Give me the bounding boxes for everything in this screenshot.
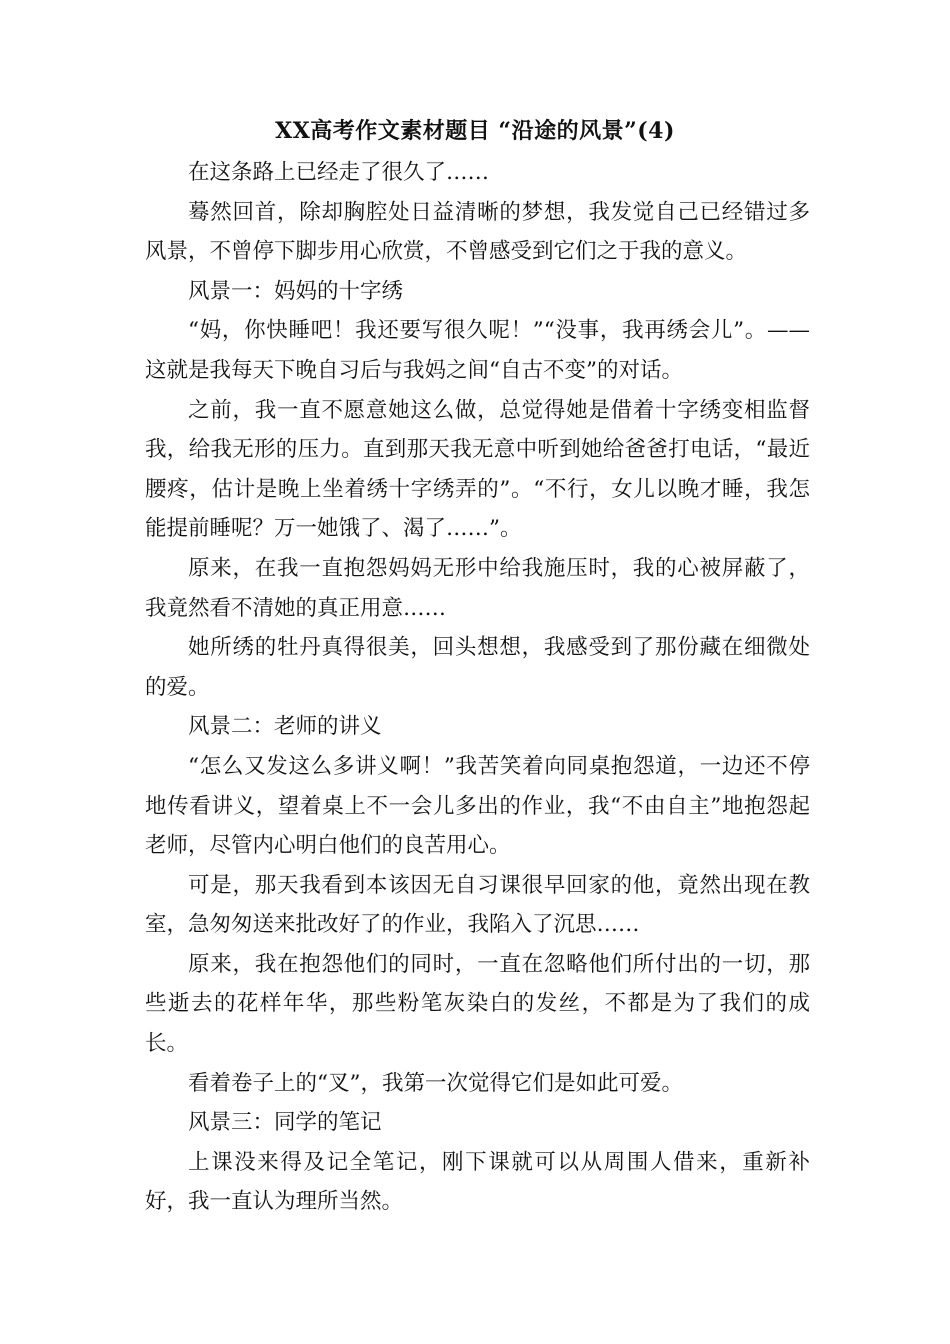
document-body bbox=[145, 153, 810, 1222]
paragraph: “怎么又发这么多讲义啊！”我苦笑着向同桌抱怨道，一边还不停地传看讲义，望着桌上不一会儿多出的作业，我“不由自主”地抱怨起老师，尽管内心明白他们的良苦用心。 bbox=[145, 753, 810, 859]
paragraph: 原来，在我一直抱怨妈妈无形中给我施压时，我的心被屏蔽了，我竟然看不清她的真正用意…… bbox=[145, 555, 810, 621]
section-heading: 风景一：妈妈的十字绣 bbox=[188, 278, 404, 304]
paragraph: 原来，我在抱怨他们的同时，一直在忽略他们所付出的一切，那些逝去的花样年华，那些粉笔灰染白的发丝，不都是为了我们的成长。 bbox=[145, 951, 810, 1057]
paragraph: 她所绣的牡丹真得很美，回头想想，我感受到了那份藏在细微处的爱。 bbox=[145, 635, 810, 700]
paragraph: “妈，你快睡吧！我还要写很久呢！”“没事，我再绣会儿”。——这就是我每天下晚自习后与我妈之间“自古不变”的对话。 bbox=[145, 318, 810, 383]
paragraph: 蓦然回首，除却胸腔处日益清晰的梦想，我发觉自己已经错过多风景，不曾停下脚步用心欣赏，不曾感受到它们之于我的意义。 bbox=[145, 199, 810, 265]
section-heading: 风景三：同学的笔记 bbox=[188, 1110, 382, 1136]
section-heading: 风景二：老师的讲义 bbox=[188, 714, 382, 740]
paragraph: 可是，那天我看到本该因无自习课很早回家的他，竟然出现在教室，急匆匆送来批改好了的作业，我陷入了沉思…… bbox=[145, 872, 810, 938]
paragraph: 看着卷子上的“叉”，我第一次觉得它们是如此可爱。 bbox=[188, 1070, 683, 1096]
document-title: XX高考作文素材题目 “沿途的风景”(4) bbox=[275, 118, 675, 144]
paragraph: 之前，我一直不愿意她这么做，总觉得她是借着十字绣变相监督我，给我无形的压力。直到那天我无意中听到她给爸爸打电话，“最近腰疼，估计是晚上坐着绣十字绣弄的”。“不行，女儿以晚才睡，我怎能提前睡呢？万一她饿了、渴了……”。 bbox=[145, 397, 810, 542]
paragraph: 上课没来得及记全笔记，刚下课就可以从周围人借来，重新补好，我一直认为理所当然。 bbox=[145, 1149, 810, 1215]
paragraph: 在这条路上已经走了很久了…… bbox=[188, 160, 490, 185]
